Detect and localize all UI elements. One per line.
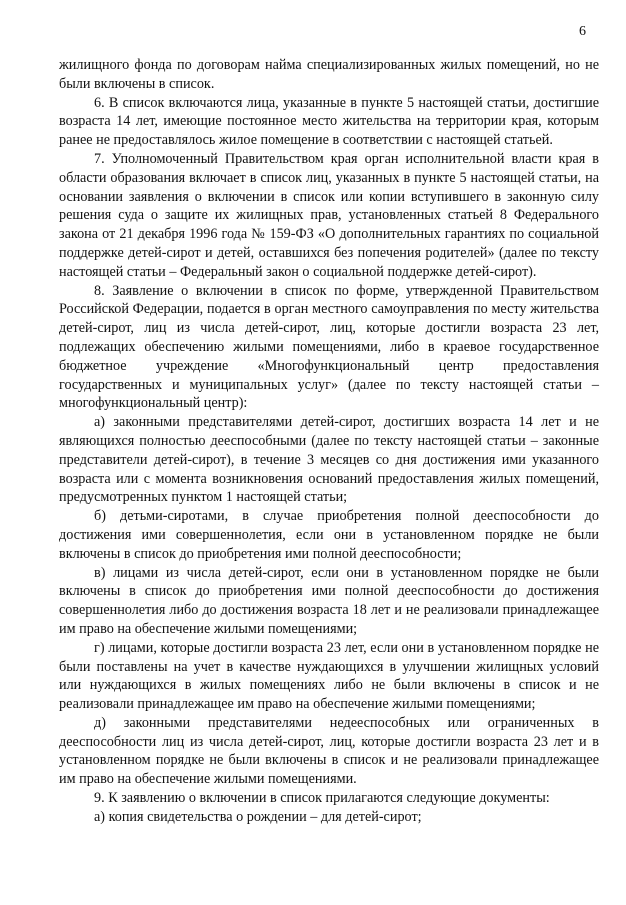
subparagraph-d: д) законными представителями недееспособных или ограниченных в дееспособности лиц из числа детей-сирот, лиц, которые достигли возраста 23 лет и в установленном порядке не были включены в список и не реализовали принадлежащее им право на обеспечение жилыми помещениями. [59,714,599,788]
subparagraph-9a: а) копия свидетельства о рождении – для детей-сирот; [94,808,422,825]
paragraph-item-8: 8. Заявление о включении в список по форме, утвержденной Правительством Российской Федерации, подается в орган местного самоуправления по месту жительства детей-сирот, лиц из числа детей-сирот, лиц, которые достигли возраста 23 лет, подлежащих обеспечению жилыми помещениями, либо в краевое государственное бюджетное учреждение «Многофункциональный центр предоставления государственных и муниципальных услуг» (далее по тексту настоящей статьи – многофункциональный центр): [59,282,599,412]
subparagraph-v: в) лицами из числа детей-сирот, если они в установленном порядке не были включены в список до приобретения ими полной дееспособности до достижения совершеннолетия либо до достижения возраста 18 лет и не реализовали принадлежащее им право на обеспечение жилыми помещениями; [59,564,599,637]
subparagraph-a: а) законными представителями детей-сирот, достигших возраста 14 лет и не являющихся полностью дееспособными (далее по тексту настоящей статьи – законные представители детей-сирот), в течение 3 месяцев со дня достижения ими указанного возраста или с момента возникновения оснований предоставления жилых помещений, предусмотренных пунктом 1 настоящей статьи; [59,414,599,506]
subparagraph-g: г) лицами, которые достигли возраста 23 лет, если они в установленном порядке не были поставлены на учет в качестве нуждающихся в улучшении жилищных условий или нуждающихся в жилых помещениях либо не были включены в список и не реализовали принадлежащее им право на обеспечение жилыми помещениями; [59,639,599,713]
subparagraph-b: б) детьми-сиротами, в случае приобретения полной дееспособности до достижения ими совершеннолетия, если они в установленном порядке не были включены в список до приобретения ими полной дееспособности; [59,508,599,562]
paragraph-item-6: 6. В список включаются лица, указанные в пункте 5 настоящей статьи, достигшие возраста 14 лет, имеющие постоянное место жительства на территории края, которым ранее не предоставлялось жилое помещение в соответствии с настоящей статьей. [59,94,599,149]
paragraph-item-9: 9. К заявлению о включении в список прилагаются следующие документы: [94,790,550,807]
page-number: 6 [579,24,586,39]
document-body [59,56,599,827]
paragraph-item-7: 7. Уполномоченный Правительством края орган исполнительной власти края в области образования включает в список лиц, указанных в пункте 5 настоящей статьи, на основании заявления о включении в список или копии вступившего в законную силу решения суда о защите их жилищных прав, установленных статьей 8 Федерального закона от 21 декабря 1996 года № 159-ФЗ «О дополнительных гарантиях по социальной поддержке детей-сирот и детей, оставшихся без попечения родителей» (далее по тексту настоящей статьи – Федеральный закон о социальной поддержке детей-сирот). [59,150,599,280]
paragraph-continuation: жилищного фонда по договорам найма специализированных жилых помещений, но не были включены в список. [59,57,599,92]
